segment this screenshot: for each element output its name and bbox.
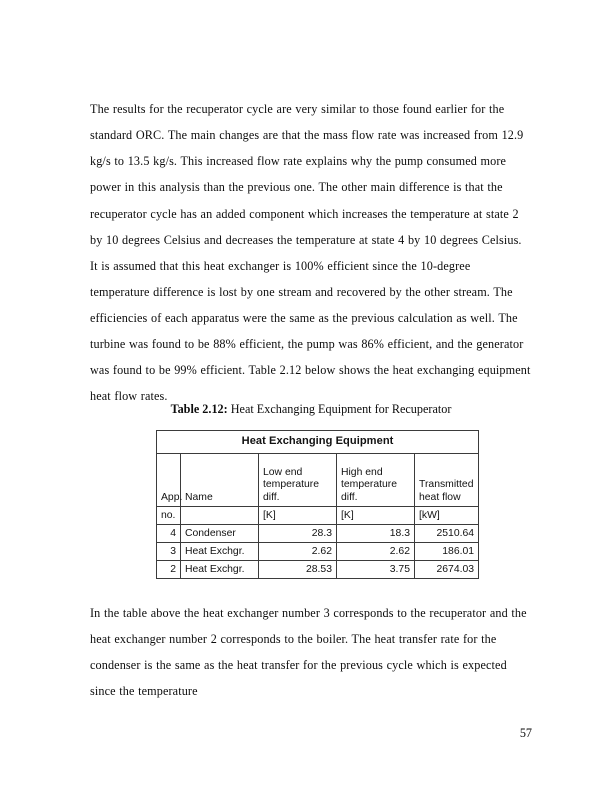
table-row (157, 543, 479, 561)
cell-app-no: 2 (157, 561, 181, 579)
cell-transmitted-heat-flow: 2674.03 (415, 561, 479, 579)
table-caption-text: Heat Exchanging Equipment for Recuperator (227, 402, 452, 416)
table-row (157, 561, 479, 579)
column-header-high-end-line1: High end (341, 466, 383, 478)
cell-name: Heat Exchgr. (181, 561, 259, 579)
column-header-app-no (157, 454, 181, 507)
cell-high-end-temp-diff: 3.75 (337, 561, 415, 579)
column-header-transmitted-heat-flow (415, 454, 479, 507)
table-header-row-main (157, 454, 479, 507)
table-caption-label: Table 2.12: (170, 402, 228, 416)
column-header-app-no-line1: App. (161, 492, 183, 504)
table-header-row-units (157, 507, 479, 525)
cell-low-end-temp-diff: 28.3 (259, 525, 337, 543)
table (156, 430, 479, 579)
column-header-app-no-line2-cell (157, 507, 181, 525)
column-units-low-end: [K] (259, 507, 337, 525)
table-body (157, 525, 479, 579)
column-header-name-label: Name (185, 492, 213, 504)
column-header-app-no-line2: no. (161, 510, 176, 522)
table-caption (90, 401, 532, 417)
cell-name: Heat Exchgr. (181, 543, 259, 561)
cell-transmitted-heat-flow: 2510.64 (415, 525, 479, 543)
cell-low-end-temp-diff: 2.62 (259, 543, 337, 561)
column-header-high-end-line2: temperature (341, 479, 398, 491)
cell-low-end-temp-diff: 28.53 (259, 561, 337, 579)
cell-transmitted-heat-flow: 186.01 (415, 543, 479, 561)
paragraph-closing: In the table above the heat exchanger number 3 corresponds to the recuperator and the heat exchanger number 2 corresponds to the boiler. The heat transfer rate for the condenser is the same as the heat transfer for the previous cycle which is expected since the temperature (90, 606, 527, 699)
cell-high-end-temp-diff: 2.62 (337, 543, 415, 561)
column-header-low-end-line2: temperature (263, 479, 320, 491)
table-row (157, 525, 479, 543)
column-header-transmitted-line1: Transmitted (419, 479, 474, 491)
cell-app-no: 4 (157, 525, 181, 543)
cell-name: Condenser (181, 525, 259, 543)
column-header-high-end-temp-diff (337, 454, 415, 507)
column-header-low-end-line3: diff. (263, 492, 280, 504)
column-header-name (181, 454, 259, 507)
table-head (157, 431, 479, 525)
column-units-transmitted: [kW] (415, 507, 479, 525)
column-header-high-end-line3: diff. (341, 492, 358, 504)
column-header-low-end-temp-diff (259, 454, 337, 507)
page-number: 57 (519, 726, 532, 740)
column-header-low-end-line1: Low end (263, 466, 303, 478)
column-header-transmitted-line2: heat flow (419, 492, 461, 504)
cell-app-no: 3 (157, 543, 181, 561)
table-title: Heat Exchanging Equipment (157, 431, 479, 454)
cell-high-end-temp-diff: 18.3 (337, 525, 415, 543)
paragraph-intro: The results for the recuperator cycle are very similar to those found earlier for the standard ORC. The main changes are that the mass flow rate was increased from 12.9 kg/s to 13.5 kg/s. This increased flow rate explains why the pump consumed more power in this analysis than the previous one. The other main difference is that the recuperator cycle has an added component which increases the temperature at state 2 by 10 degrees Celsius and decreases the temperature at state 4 by 10 degrees Celsius. It is assumed that this heat exchanger is 100% efficient since the 10-degree temperature difference is lost by one stream and recovered by the other stream. The efficiencies of each apparatus were the same as the previous calculation as well. The turbine was found to be 88% efficient, the pump was 86% efficient, and the generator was found to be 99% efficient. Table 2.12 below shows the heat exchanging equipment heat flow rates. (90, 102, 531, 404)
column-units-high-end: [K] (337, 507, 415, 525)
table-title-row (157, 431, 479, 454)
heat-exchanging-equipment-table (156, 430, 478, 579)
column-units-name (181, 507, 259, 525)
